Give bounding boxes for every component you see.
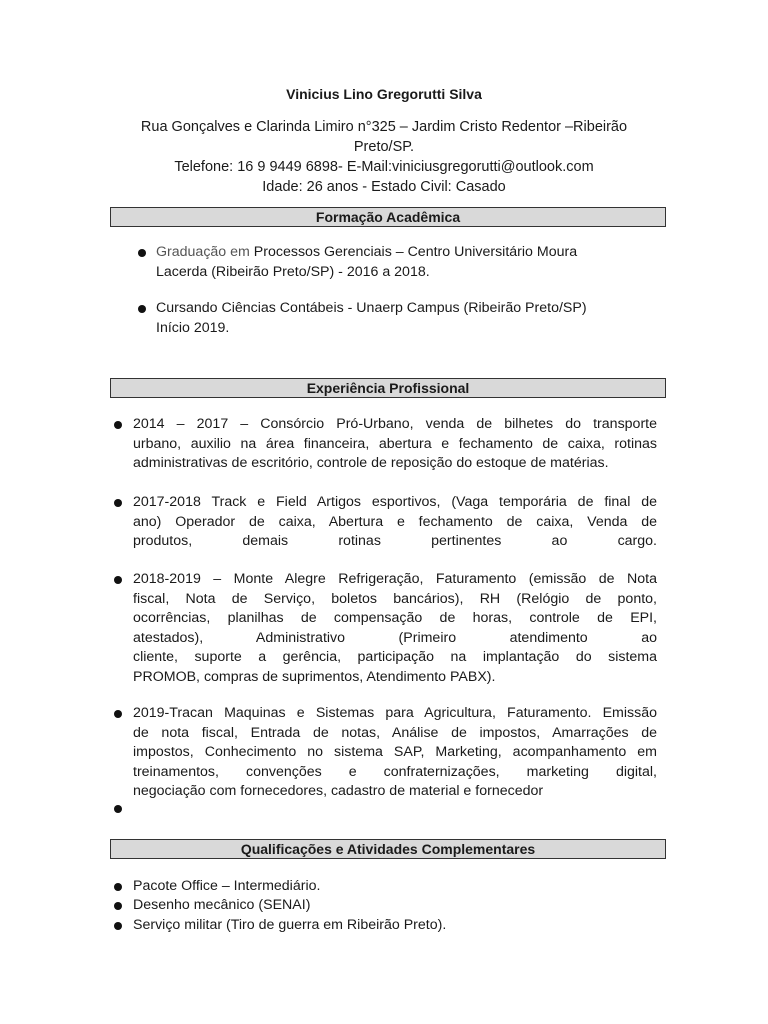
bullet-icon (138, 305, 146, 313)
bullet-icon (114, 805, 122, 813)
candidate-name: Vinicius Lino Gregorutti Silva (286, 86, 482, 102)
experience-line: PROMOB, compras de suprimentos, Atendimento PABX). (133, 668, 496, 685)
address-line: Rua Gonçalves e Clarinda Limiro n°325 – Jardim Cristo Redentor –Ribeirão (140, 119, 628, 135)
address-city: Preto/SP. (353, 139, 415, 155)
experience-item (133, 570, 657, 687)
experience-item (133, 415, 657, 474)
experience-line: administrativas de escritório, controle de reposição do estoque de matérias. (133, 455, 609, 471)
bullet-icon (114, 421, 122, 429)
personal-info: Idade: 26 anos - Estado Civil: Casado (262, 179, 506, 195)
experience-line: 2014 – 2017 – Consórcio Pró-Urbano, venda de bilhetes do transporte (133, 416, 657, 432)
experience-line: urbano, auxilio na área financeira, abertura e fechamento de caixa, rotinas (133, 435, 657, 452)
bullet-icon (114, 902, 122, 910)
experience-item (133, 493, 657, 552)
qualification-item: Desenho mecânico (SENAI) (133, 897, 311, 913)
bullet-icon (138, 249, 146, 257)
experience-line: atestados), Administrativo (Primeiro atendimento ao (133, 629, 657, 646)
experience-line: de nota fiscal, Entrada de notas, Análise de impostos, Amarrações de (133, 724, 657, 741)
qualification-item: Pacote Office – Intermediário. (133, 878, 321, 894)
experience-line: negociação com fornecedores, cadastro de material e fornecedor (133, 783, 544, 799)
contact-block (110, 117, 658, 197)
experience-line: ocorrências, planilhas de compensação de horas, controle de EPI, (133, 610, 657, 626)
education-prefix: Graduação em (156, 244, 250, 260)
experience-line: ano) Operador de caixa, Abertura e fechamento de caixa, Venda de (133, 513, 657, 530)
experience-line: produtos, demais rotinas pertinentes ao cargo. (133, 533, 657, 549)
experience-line: impostos, Conhecimento no sistema SAP, Marketing, acompanhamento em (133, 744, 657, 760)
bullet-icon (114, 499, 122, 507)
experience-line: treinamentos, convenções e confraternizações, marketing digital, (133, 763, 657, 780)
bullet-icon (114, 883, 122, 891)
education-line: Lacerda (Ribeirão Preto/SP) - 2016 a 2018. (156, 263, 430, 280)
qualification-item: Serviço militar (Tiro de guerra em Ribeirão Preto). (133, 917, 447, 933)
bullet-icon (114, 710, 122, 718)
education-item (156, 299, 656, 338)
contact-line: Telefone: 16 9 9449 6898- E-Mail:viniciusgregorutti@outlook.com (174, 159, 594, 175)
experience-line: cliente, suporte a gerência, participação na implantação do sistema (133, 649, 657, 665)
section-qualifications-title: Qualificações e Atividades Complementares (110, 839, 666, 859)
bullet-icon (114, 576, 122, 584)
bullet-icon (114, 922, 122, 930)
experience-line: 2018-2019 – Monte Alegre Refrigeração, Faturamento (emissão de Nota (133, 571, 657, 587)
education-line: Cursando Ciências Contábeis - Unaerp Campus (Ribeirão Preto/SP) (156, 300, 587, 316)
experience-item (133, 704, 657, 802)
education-line: Processos Gerenciais – Centro Universitário Moura (249, 244, 578, 260)
section-education-title: Formação Acadêmica (110, 207, 666, 227)
education-line: Início 2019. (156, 319, 230, 336)
section-experience-title: Experiência Profissional (110, 378, 666, 398)
experience-line: 2017-2018 Track e Field Artigos esportivos, (Vaga temporária de final de (133, 494, 657, 510)
education-item (156, 243, 656, 282)
experience-line: fiscal, Nota de Serviço, boletos bancários), RH (Relógio de ponto, (133, 590, 657, 607)
experience-line: 2019-Tracan Maquinas e Sistemas para Agricultura, Faturamento. Emissão (133, 705, 657, 721)
